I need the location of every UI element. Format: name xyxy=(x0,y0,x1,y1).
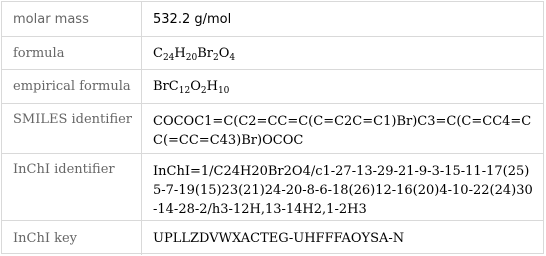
row-molar-mass xyxy=(2,2,543,37)
row-empirical-formula xyxy=(2,70,543,104)
properties-table xyxy=(1,1,544,254)
label-molar-mass: molar mass xyxy=(2,2,142,36)
formula-text: $BrC_{12}O_2H_{10}$ xyxy=(153,79,230,96)
value-formula xyxy=(142,37,543,69)
value-inchi-key: UPLLZDVWXACTEG-UHFFFAOYSA-N xyxy=(153,230,405,246)
label-inchi: InChI identifier xyxy=(2,154,142,220)
row-inchi xyxy=(2,154,543,221)
row-inchi-key xyxy=(2,221,543,255)
label-formula: formula xyxy=(2,37,142,69)
formula-text: $C_{24}H_{20}Br_2O_4$ xyxy=(153,45,236,63)
label-inchi-key: InChI key xyxy=(2,221,142,255)
value-smiles: COCOC1=C(C2=CC=C(C=C2C=C1)Br)C3=C(C=CC4=CC(=CC=C43)Br)OCOC xyxy=(153,114,532,148)
value-empirical-formula xyxy=(142,70,543,103)
row-smiles xyxy=(2,104,543,154)
value-molar-mass: 532.2 g/mol xyxy=(153,11,232,27)
label-empirical-formula: empirical formula xyxy=(2,70,142,103)
label-smiles: SMILES identifier xyxy=(2,104,142,153)
value-inchi: InChI=1/C24H20Br2O4/c1-27-13-29-21-9-3-15-11-17(25)5-7-19(15)23(21)24-20-8-6-18(26)12-16(20)4-10-22(24)30-14-28-2/h3-12H,13-14H2,1-2H3 xyxy=(153,164,533,217)
row-formula xyxy=(2,37,543,70)
